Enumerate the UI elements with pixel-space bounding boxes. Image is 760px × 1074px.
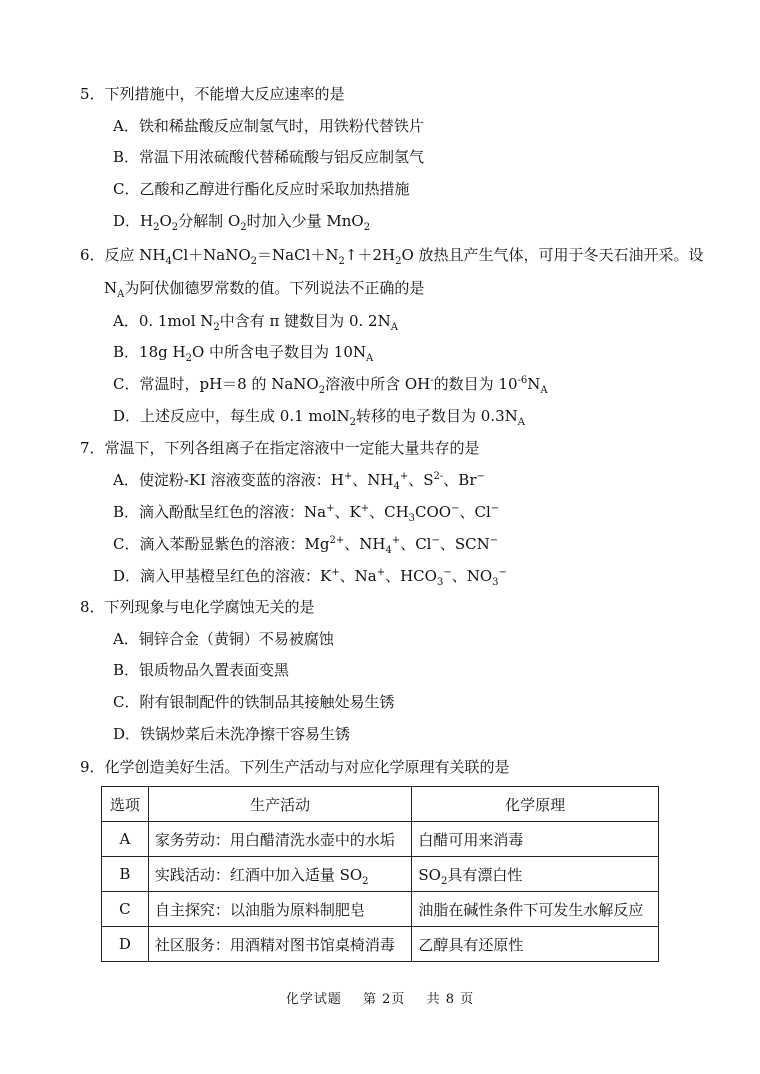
question-8-option-d: D．铁锅炒菜后未洗净擦干容易生锈 <box>113 725 351 743</box>
table-row <box>102 892 659 927</box>
question-7-stem: 7．常温下，下列各组离子在指定溶液中一定能大量共存的是 <box>80 439 480 457</box>
table-header-option: 选项 <box>102 787 149 822</box>
table-row <box>102 822 659 857</box>
table-cell-option: C <box>102 892 149 927</box>
question-5-stem: 5．下列措施中，不能增大反应速率的是 <box>80 85 345 103</box>
page-footer <box>0 988 760 1007</box>
question-9-stem: 9．化学创造美好生活。下列生产活动与对应化学原理有关联的是 <box>80 758 510 776</box>
table-cell-option: B <box>102 857 149 892</box>
question-9-table <box>101 786 659 962</box>
question-6-option-b: B．18g $H_2O$ 中所含电子数目为 $10N_A$ <box>113 343 374 364</box>
table-row <box>102 857 659 892</box>
question-6-option-d: D．上述反应中，每生成 0.1 molN$_2$转移的电子数目为 $0.3N_A$ <box>113 407 525 428</box>
question-7-option-d: D．滴入甲基橙呈红色的溶液：K+、Na+、$HCO_3^-$、$NO_3^-$ <box>113 567 507 588</box>
table-cell-activity: 社区服务：用酒精对图书馆桌椅消毒 <box>148 927 412 962</box>
question-5-option-c: C．乙酸和乙醇进行酯化反应时采取加热措施 <box>113 180 410 198</box>
question-8-option-a: A．铜锌合金（黄铜）不易被腐蚀 <box>113 630 334 648</box>
question-8-option-b: B．银质物品久置表面变黑 <box>113 661 290 679</box>
table-cell-principle: 油脂在碱性条件下可发生水解反应 <box>412 892 659 927</box>
table-header-activity: 生产活动 <box>148 787 412 822</box>
table-cell-option: D <box>102 927 149 962</box>
table-cell-activity: 家务劳动：用白醋清洗水壶中的水垢 <box>148 822 412 857</box>
question-6-stem-line1: 6．反应 $NH_4Cl+NaNO_2=NaCl+N_2↑+2H_2O$ 放热且产生气体，可用于冬天石油开采。设 <box>80 246 704 267</box>
footer-page-number: 第 2页 <box>363 992 406 1007</box>
question-5-option-a: A．铁和稀盐酸反应制氢气时，用铁粉代替铁片 <box>113 117 424 135</box>
question-7-option-b: B．滴入酚酞呈红色的溶液：Na+、K+、$CH_3COO^-$、Cl− <box>113 503 500 524</box>
table-header-row <box>102 787 659 822</box>
table-cell-principle: 白醋可用来消毒 <box>412 822 659 857</box>
table-header-principle: 化学原理 <box>412 787 659 822</box>
table-cell-activity: 自主探究：以油脂为原料制肥皂 <box>148 892 412 927</box>
question-7-option-a: A．使淀粉-KI 溶液变蓝的溶液：H+、$NH_4^+$、$S^{2-}$、Br− <box>113 471 485 492</box>
table-cell-option: A <box>102 822 149 857</box>
question-6-stem-line2: $N_A$为阿伏伽德罗常数的值。下列说法不正确的是 <box>104 279 425 300</box>
question-5-option-d: D．$H_2O_2$分解制 $O_2$时加入少量 MnO$_2$ <box>113 212 371 233</box>
footer-subject: 化学试题 <box>285 992 342 1007</box>
question-6-option-c: C．常温时，pH＝8 的 NaNO$_2$溶液中所含 OH-的数目为 $10^{-6}N_A$ <box>113 375 548 396</box>
table-row <box>102 927 659 962</box>
question-8-option-c: C．附有银制配件的铁制品其接触处易生锈 <box>113 693 395 711</box>
question-8-stem: 8．下列现象与电化学腐蚀无关的是 <box>80 598 315 616</box>
question-7-option-c: C．滴入苯酚显紫色的溶液：$Mg^{2+}$、$NH_4^+$、Cl−、SCN− <box>113 535 499 556</box>
footer-total-pages: 共 8 页 <box>426 992 475 1007</box>
table-cell-principle: $SO_2$具有漂白性 <box>412 857 659 892</box>
question-6-option-a: A．0. 1mol $N_2$中含有 π 键数目为 0. $2N_A$ <box>113 312 398 333</box>
table-cell-activity: 实践活动：红酒中加入适量 $SO_2$ <box>148 857 412 892</box>
table-cell-principle: 乙醇具有还原性 <box>412 927 659 962</box>
question-5-option-b: B．常温下用浓硫酸代替稀硫酸与铝反应制氢气 <box>113 148 425 166</box>
